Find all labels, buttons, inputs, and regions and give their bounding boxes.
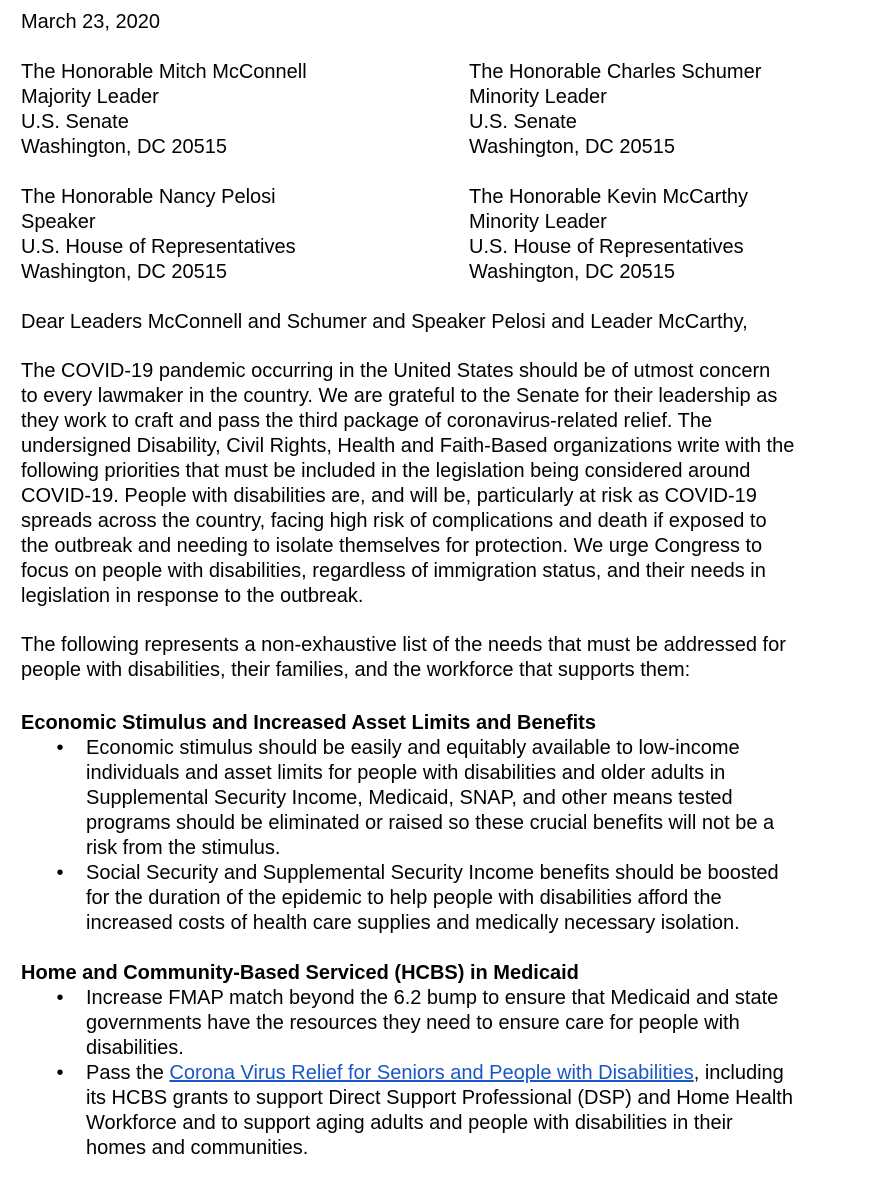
paragraph-line: focus on people with disabilities, regardless of immigration status, and their needs in [21,560,766,582]
list-item-text [86,736,876,861]
list-item-line: Supplemental Security Income, Medicaid, SNAP, and other means tested [86,787,733,809]
list-item-line: disabilities. [86,1037,184,1059]
list-item-line: increased costs of health care supplies and medically necessary isolation. [86,912,740,934]
paragraph-line: The following represents a non-exhaustive list of the needs that must be addressed for [21,634,786,656]
list-item-line: programs should be eliminated or raised so these crucial benefits will not be a [86,812,775,834]
addressee-title: Minority Leader [469,86,607,108]
addressee-mcconnell [21,60,451,160]
paragraph-line: the outbreak and needing to isolate themselves for protection. We urge Congress to [21,535,763,557]
list-item-line: its HCBS grants to support Direct Support Professional (DSP) and Home Health [86,1087,793,1109]
list-item-line: governments have the resources they need to ensure care for people with [86,1012,740,1034]
bullet-marker: • [56,987,64,1009]
list-item-line: individuals and asset limits for people with disabilities and older adults in [86,762,726,784]
addressee-city: Washington, DC 20515 [21,261,228,283]
paragraph-line: they work to craft and pass the third package of coronavirus-related relief. The [21,410,713,432]
addressee-pelosi [21,185,451,285]
addressee-title: Minority Leader [469,211,607,233]
addressee-city: Washington, DC 20515 [21,136,228,158]
addressee-city: Washington, DC 20515 [469,261,676,283]
addressee-name: The Honorable Kevin McCarthy [469,186,749,208]
bullet-marker: • [56,862,64,884]
salutation: Dear Leaders McConnell and Schumer and Speaker Pelosi and Leader McCarthy, [21,311,748,333]
list-item-text [86,861,876,936]
addressee-title: Speaker [21,211,96,233]
list-item-prefix: Pass the [86,1062,170,1084]
list-item-line: Workforce and to support aging adults and people with disabilities in their [86,1112,733,1134]
paragraph-line: to every lawmaker in the country. We are grateful to the Senate for their leadership as [21,385,778,407]
list-item-line: for the duration of the epidemic to help people with disabilities afford the [86,887,722,909]
addressee-title: Majority Leader [21,86,159,108]
list-item-line: Increase FMAP match beyond the 6.2 bump to ensure that Medicaid and state [86,987,779,1009]
bullet-marker: • [56,1062,64,1084]
list-item-line: homes and communities. [86,1137,309,1159]
list-item-text [86,986,876,1061]
paragraph-line: undersigned Disability, Civil Rights, Health and Faith-Based organizations write with the [21,435,795,457]
list-item-line: Social Security and Supplemental Security Income benefits should be boosted [86,862,779,884]
list-item-line: risk from the stimulus. [86,837,281,859]
addressee-city: Washington, DC 20515 [469,136,676,158]
intro-paragraph [21,359,866,609]
paragraph-line: spreads across the country, facing high risk of complications and death if exposed to [21,510,767,532]
addressee-name: The Honorable Mitch McConnell [21,61,307,83]
addressee-name: The Honorable Nancy Pelosi [21,186,276,208]
paragraph-line: legislation in response to the outbreak. [21,585,364,607]
addressee-mccarthy [469,185,882,285]
needs-paragraph [21,633,866,683]
list-item-line [86,1061,876,1086]
section-heading-hcbs: Home and Community-Based Serviced (HCBS) in Medicaid [21,962,579,984]
paragraph-line: people with disabilities, their families, and the workforce that supports them: [21,659,691,681]
list-item-suffix: , including [693,1062,784,1084]
addressee-schumer [469,60,882,160]
bullet-marker: • [56,737,64,759]
addressee-chamber: U.S. House of Representatives [469,236,744,258]
relief-bill-link[interactable]: Corona Virus Relief for Seniors and People with Disabilities [169,1062,694,1084]
list-item-text [86,1061,876,1161]
paragraph-line: The COVID-19 pandemic occurring in the United States should be of utmost concern [21,360,771,382]
addressee-chamber: U.S. House of Representatives [21,236,296,258]
list-item-line: Economic stimulus should be easily and equitably available to low-income [86,737,740,759]
paragraph-line: following priorities that must be included in the legislation being considered around [21,460,751,482]
addressee-name: The Honorable Charles Schumer [469,61,762,83]
section-heading-economic-stimulus: Economic Stimulus and Increased Asset Limits and Benefits [21,712,596,734]
letter-date: March 23, 2020 [21,11,160,33]
paragraph-line: COVID-19. People with disabilities are, and will be, particularly at risk as COVID-19 [21,485,757,507]
addressee-chamber: U.S. Senate [21,111,129,133]
addressee-chamber: U.S. Senate [469,111,577,133]
